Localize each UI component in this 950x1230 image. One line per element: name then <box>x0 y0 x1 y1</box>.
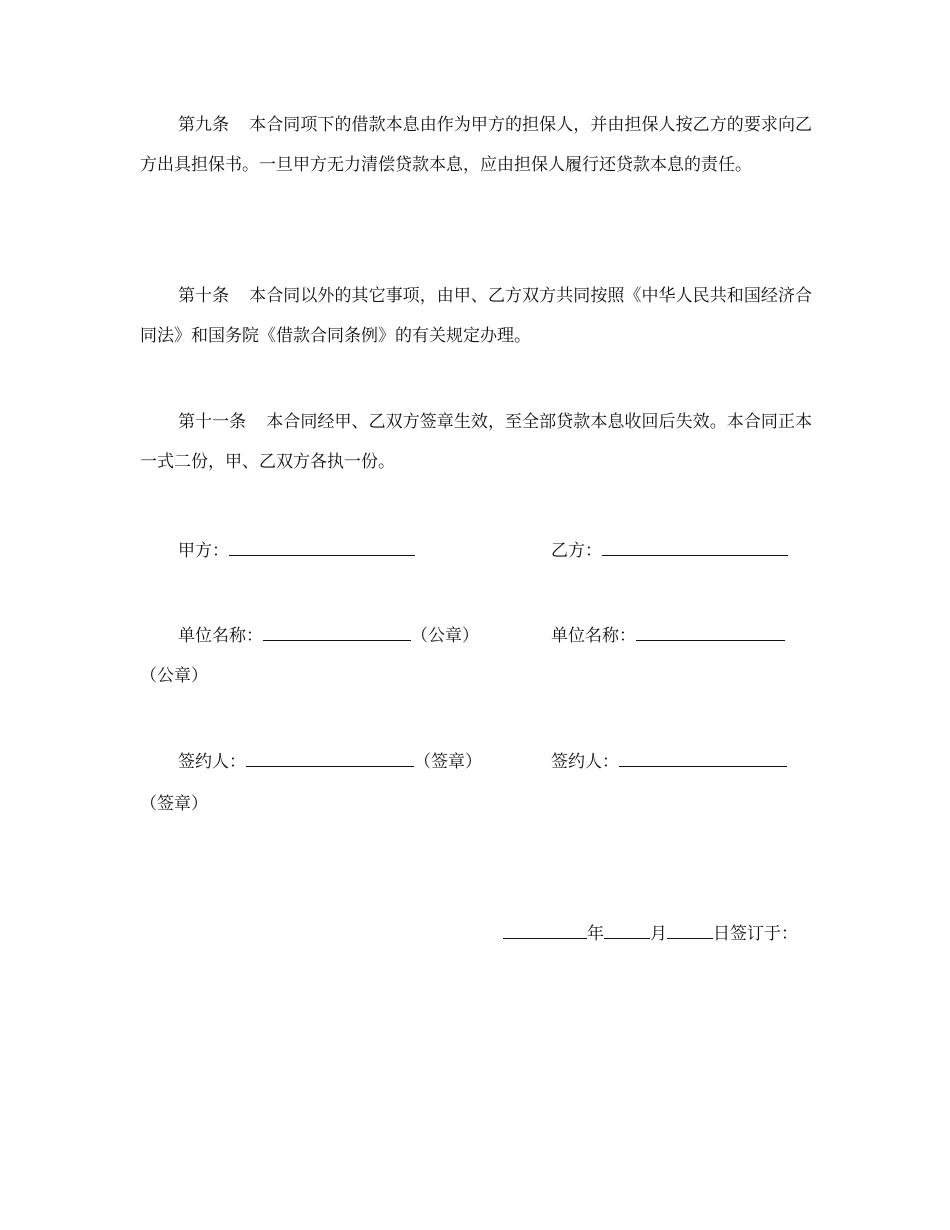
signer-a-blank[interactable] <box>246 748 414 767</box>
signer-b-label: 签约人： <box>551 752 619 772</box>
clause-text: 本合同以外的其它事项，由甲、乙方双方共同按照《中华人民共和国经济合同法》和国务院《借款合同条例》的有关规定办理。 <box>140 286 812 346</box>
sign-seal-note: （签章） <box>414 752 482 772</box>
clause-number: 第九条 <box>178 115 230 135</box>
signer-b-blank[interactable] <box>619 748 787 767</box>
seal-note: （公章） <box>411 626 479 646</box>
clause-10 <box>140 276 812 356</box>
unit-name-b-blank[interactable] <box>636 622 785 641</box>
clause-number: 第十一条 <box>178 412 247 432</box>
party-b-row <box>551 537 788 563</box>
year-label: 年 <box>587 924 604 944</box>
unit-name-a-row <box>178 622 479 648</box>
unit-name-a-blank[interactable] <box>263 622 411 641</box>
party-b-blank[interactable] <box>602 537 788 556</box>
signer-a-row <box>178 748 482 774</box>
party-a-label: 甲方： <box>178 541 229 561</box>
date-line <box>503 920 798 946</box>
unit-name-b-row <box>551 622 785 648</box>
unit-name-a-label: 单位名称： <box>178 626 263 646</box>
day-signed-label: 日签订于： <box>713 924 798 944</box>
clause-text: 本合同经甲、乙双方签章生效，至全部贷款本息收回后失效。本合同正本一式二份，甲、乙双方各执一份。 <box>140 412 813 472</box>
clause-9 <box>140 105 812 185</box>
clause-number: 第十条 <box>178 286 230 306</box>
signer-b-row <box>551 748 787 774</box>
seal-note-wrap: （公章） <box>140 666 208 686</box>
party-a-blank[interactable] <box>229 537 415 556</box>
day-blank[interactable] <box>667 920 713 939</box>
party-b-label: 乙方： <box>551 541 602 561</box>
month-blank[interactable] <box>604 920 650 939</box>
year-blank[interactable] <box>503 920 587 939</box>
signer-a-label: 签约人： <box>178 752 246 772</box>
sign-seal-note-wrap: （签章） <box>140 794 208 814</box>
clause-text: 本合同项下的借款本息由作为甲方的担保人，并由担保人按乙方的要求向乙方出具担保书。一旦甲方无力清偿贷款本息，应由担保人履行还贷款本息的责任。 <box>140 115 812 175</box>
month-label: 月 <box>650 924 667 944</box>
unit-name-b-label: 单位名称： <box>551 626 636 646</box>
party-a-row <box>178 537 415 563</box>
clause-11 <box>140 402 812 482</box>
